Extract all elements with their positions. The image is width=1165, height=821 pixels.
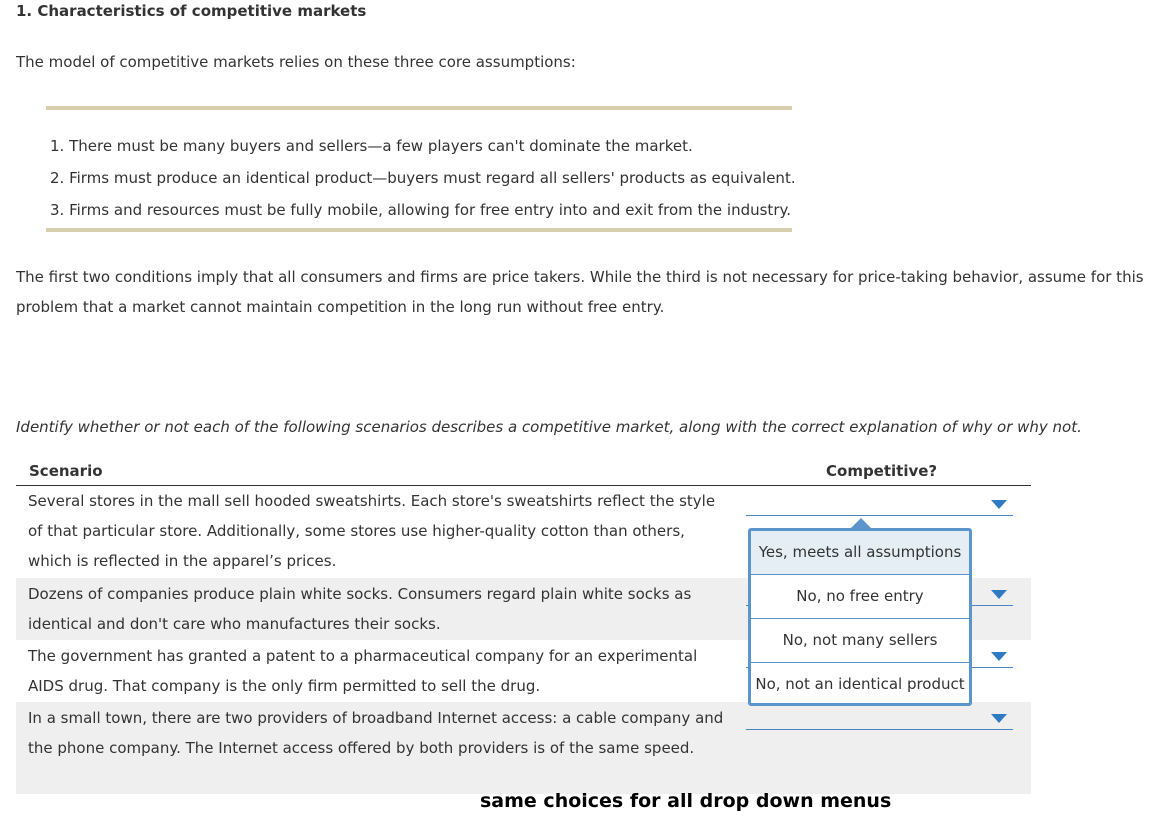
chevron-down-icon [991,652,1007,661]
competitive-column-header: Competitive? [826,462,938,480]
option-not-identical-product[interactable]: No, not an identical product [755,675,965,693]
scenario-text: In a small town, there are two providers of broadband Internet access: a cable company and the phone company. The Internet access offered by both providers is of the same speed. [28,709,724,757]
chevron-down-icon [991,714,1007,723]
competitive-select-4[interactable] [746,702,1013,730]
assumptions-list [50,130,796,226]
page-heading: 1. Characteristics of competitive markets [16,2,367,20]
instruction-text: Identify whether or not each of the following scenarios describes a competitive market, along with the correct explanation of why or why not. [16,418,1082,436]
assumption-item: 2. Firms must produce an identical product—buyers must regard all sellers' products as equivalent. [50,169,796,187]
scenario-text: Several stores in the mall sell hooded sweatshirts. Each store's sweatshirts reflect the style of that particular store. Additionally, some stores use higher-quality cotton than others, which is reflected in the apparel’s prices. [28,492,716,570]
explanation-paragraph: The first two conditions imply that all consumers and firms are price takers. While the third is not necessary for price-taking behavior, assume for this problem that a market cannot maintain competition in the long run without free entry. [16,268,1144,316]
assumption-item: 3. Firms and resources must be fully mobile, allowing for free entry into and exit from the industry. [50,201,791,219]
option-yes-meets-all[interactable]: Yes, meets all assumptions [751,531,969,575]
table-header [16,458,1031,486]
scenario-text: Dozens of companies produce plain white socks. Consumers regard plain white socks as identical and don't care who manufactures their socks. [28,585,692,633]
intro-text: The model of competitive markets relies on these three core assumptions: [16,53,576,71]
option-no-free-entry[interactable]: No, no free entry [751,575,969,619]
annotation-note: same choices for all drop down menus [480,790,892,812]
assumption-item: 1. There must be many buyers and sellers—a few players can't dominate the market. [50,137,693,155]
dropdown-caret-icon [851,518,871,528]
option-not-many-sellers[interactable]: No, not many sellers [751,619,969,663]
scenario-column-header: Scenario [29,462,103,480]
assumptions-box [46,106,796,232]
dropdown-menu [748,528,972,706]
scenario-text: The government has granted a patent to a pharmaceutical company for an experimental AIDS drug. That company is the only firm permitted to sell the drug. [28,647,698,695]
chevron-down-icon [991,500,1007,509]
competitive-select-1[interactable] [746,488,1013,516]
chevron-down-icon [991,590,1007,599]
table-row [16,702,1031,794]
